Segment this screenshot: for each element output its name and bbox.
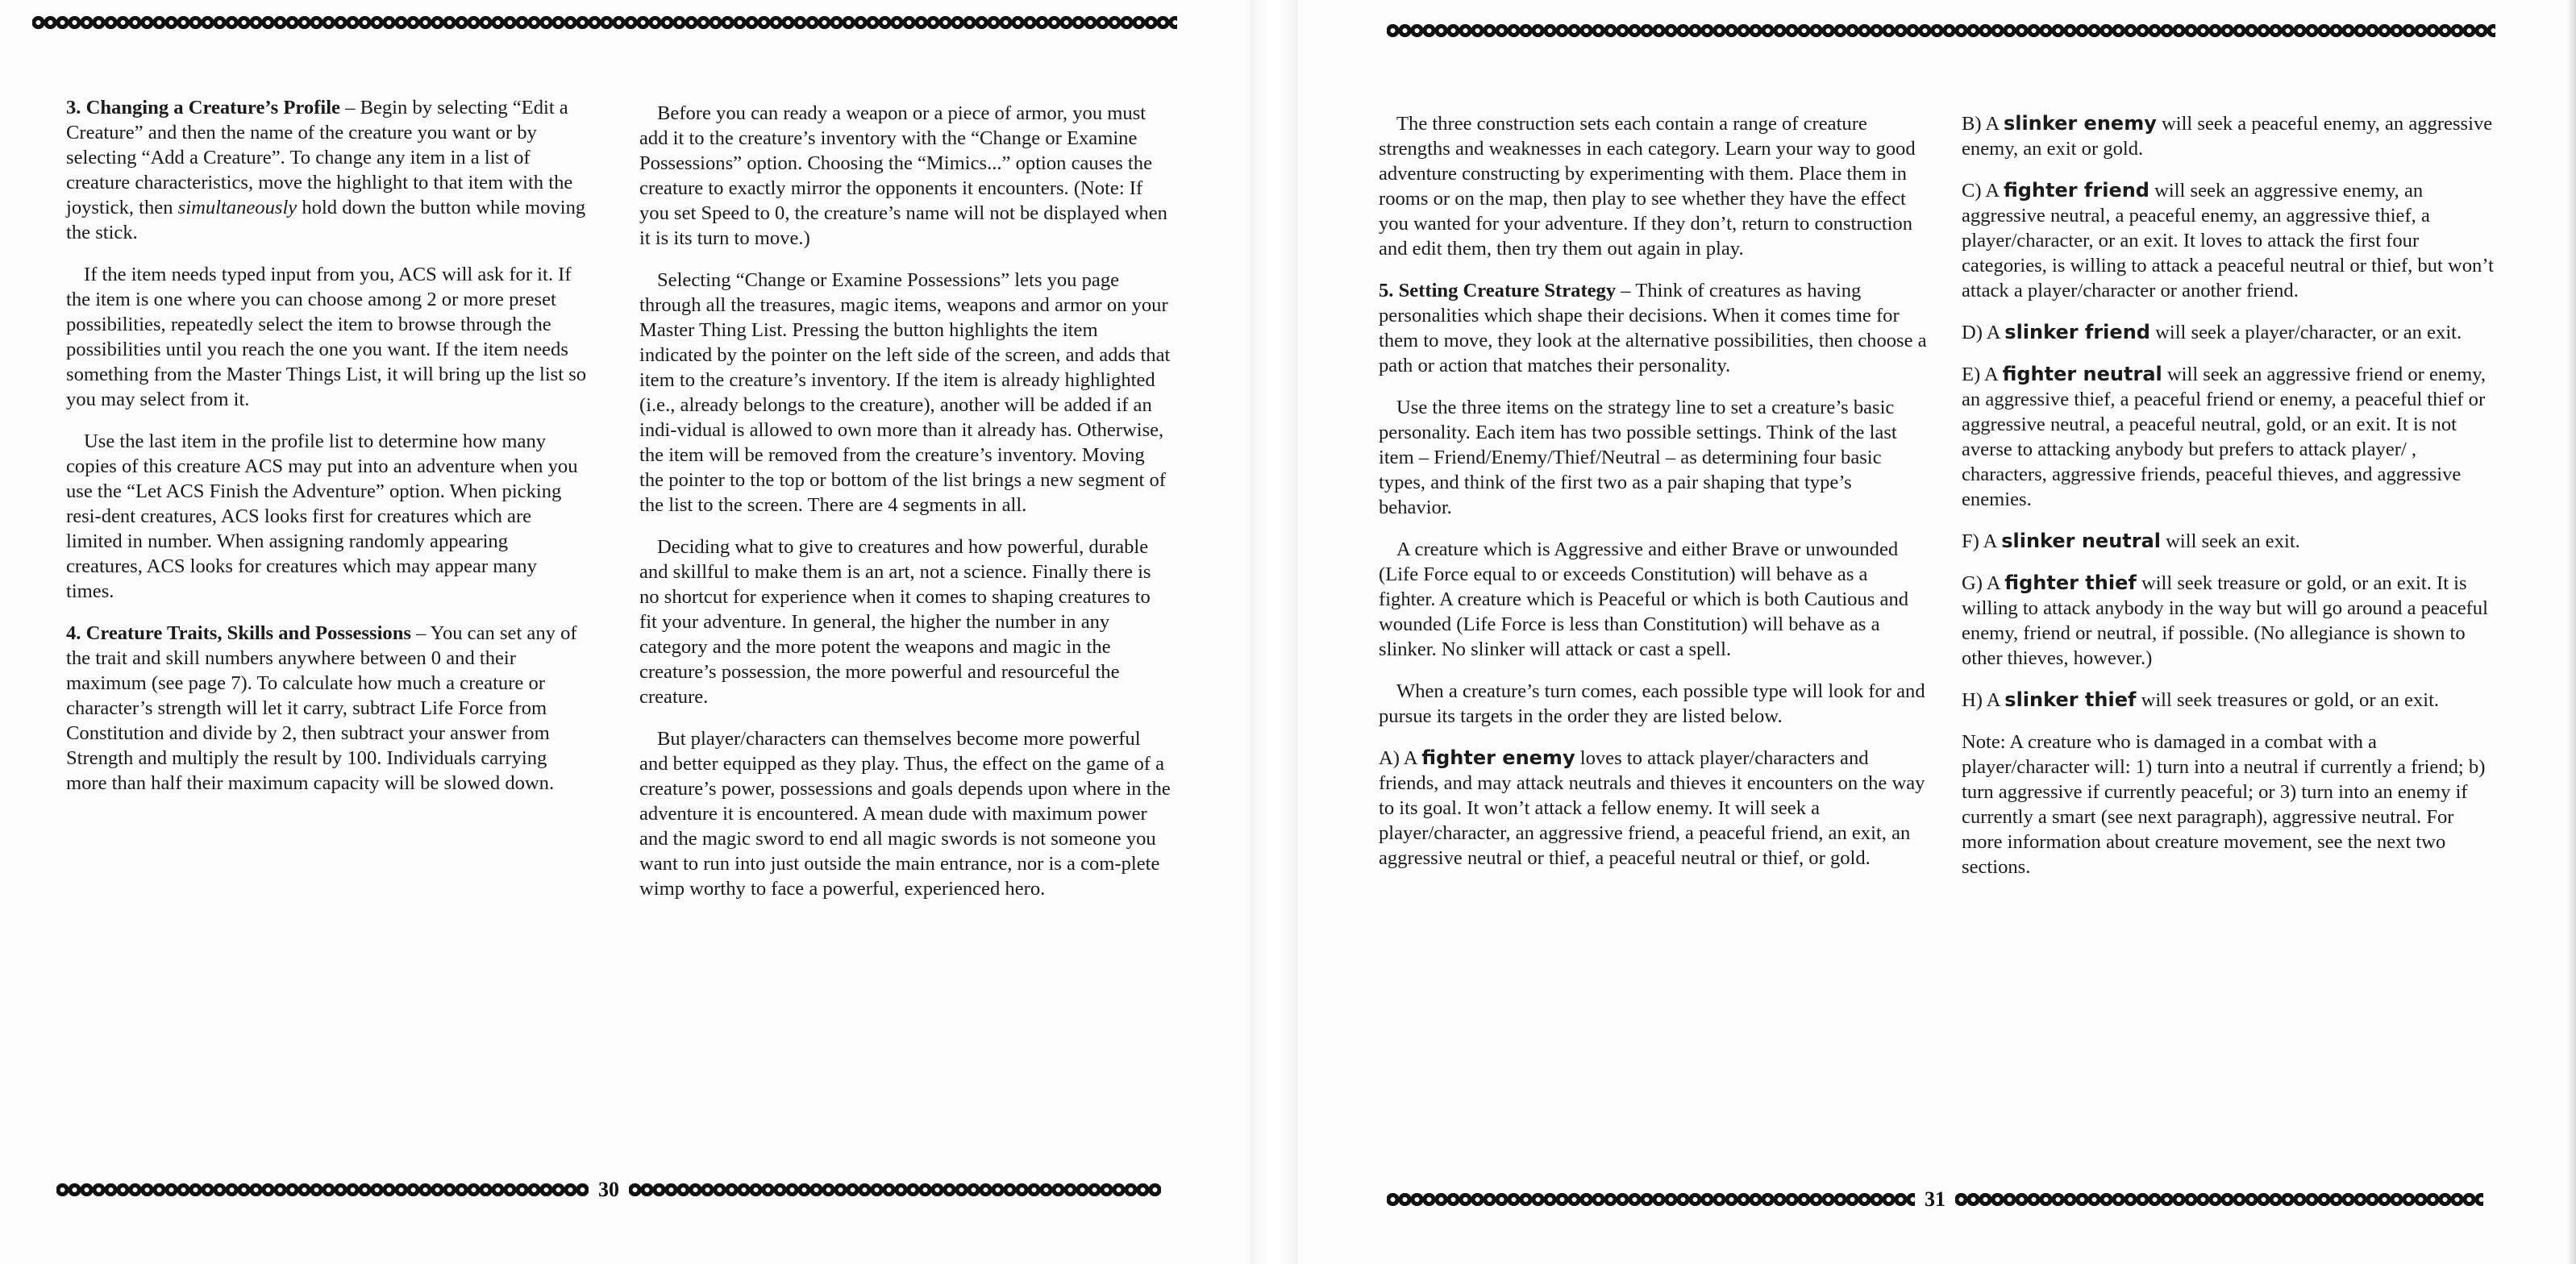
right-page-column-1 — [1379, 111, 1927, 888]
section-3-paragraph: 3. Changing a Creature’s Profile – Begin by selecting “Edit a Creature” and then the name of the creature you want or by selecting “Add a Creature”. To change any item in a list of creature characteristics, move the highlight to that item with the joystick, then simultaneously hold down the button while moving the stick. — [66, 97, 586, 243]
strategy-item-e: E) A fighter neutral will seek an aggressive friend or enemy, an aggressive thief, a peaceful friend or enemy, a peaceful thief or aggressive neutral, a peaceful neutral, gold, or an exit. It is not averse to attacking anybody but prefers to attack player/ , characters, aggressive friends, peaceful thieves, and aggressive enemies. — [1962, 363, 2487, 510]
right-page-column-2 — [1962, 111, 2498, 896]
typed-input-paragraph: If the item needs typed input from you, ACS will ask for it. If the item is one where you can choose among 2 or more preset possibilities, repeatedly select the item to browse through the possibilities until you reach the one you want. If the item needs something from the Master Things List, it will bring up the list so you may select from it. — [66, 264, 587, 410]
term-fighter-enemy: fighter enemy — [1421, 746, 1575, 769]
strategy-item-f: F) A slinker neutral will seek an exit. — [1962, 530, 2300, 552]
three-items-paragraph: Use the three items on the strategy line to set a creature’s basic personality. Each item has two possible settings. Think of the last item – Friend/Enemy/Thief/Neutral – as determining four basic types, and think of the first two as a pair shaping that type’s behavior. — [1379, 397, 1897, 518]
strategy-item-d: D) A slinker friend will seek a player/character, or an exit. — [1962, 321, 2462, 343]
term-fighter-friend: fighter friend — [2003, 179, 2149, 202]
ready-weapon-paragraph: Before you can ready a weapon or a piece of armor, you must add it to the creature’s inventory with the “Change or Examine Possessions” option. Choosing the “Mimics...” option causes the creature to exactly mirror the opponents it encounters. (Note: If you set Speed to 0, the creature’s name will not be displayed when it is its turn to move.) — [639, 102, 1167, 249]
term-slinker-enemy: slinker enemy — [2003, 112, 2157, 135]
binding-gutter — [1250, 0, 1298, 1264]
page-number: 31 — [1925, 1187, 1946, 1211]
section-5-heading: 5. Setting Creature Strategy — [1379, 280, 1617, 301]
bottom-ornamental-border-left — [1387, 1193, 1915, 1206]
section-3-heading: 3. Changing a Creature’s Profile — [66, 97, 340, 118]
term-fighter-thief: fighter thief — [2004, 572, 2137, 594]
bottom-ornamental-border-left — [56, 1183, 589, 1196]
section-4-heading: 4. Creature Traits, Skills and Possessions — [66, 622, 411, 644]
turn-comes-paragraph: When a creature’s turn comes, each possible type will look for and pursue its targets in the order they are listed below. — [1379, 680, 1925, 727]
left-page — [0, 0, 1250, 1264]
strategy-item-g: G) A fighter thief will seek treasure or gold, or an exit. It is willing to attack anybody in the way but will go around a peaceful enemy, friend or neutral, if possible. (No allegiance is shown to other thieves, however.) — [1962, 572, 2488, 669]
player-characters-paragraph: But player/characters can themselves become more powerful and better equipped as they play. Thus, the effect on the game of a creature’s power, possessions and goals depends upon where in the adventure it is encountered. A mean dude with maximum power and the magic sword to end all magic swords is not someone you want to run into just outside the main entrance, nor is a com-plete wimp worthy to face a powerful, experienced hero. — [639, 728, 1171, 900]
left-page-column-2 — [639, 101, 1171, 918]
section-4-paragraph: 4. Creature Traits, Skills and Possessions – You can set any of the trait and skill numbers anywhere between 0 and their maximum (see page 7). To calculate how much a creature or character’s strength will let it carry, subtract Life Force from Constitution and divide by 2, then subtract your answer from Strength and multiply the result by 100. Individuals carrying more than half their maximum capacity will be slowed down. — [66, 622, 577, 794]
aggressive-paragraph: A creature which is Aggressive and either Brave or unwounded (Life Force equal to or exceeds Constitution) will behave as a fighter. A creature which is Peaceful or which is both Cautious and wounded (Life Force is less than Constitution) will behave as a slinker. No slinker will attack or cast a spell. — [1379, 538, 1909, 660]
strategy-item-b: B) A slinker enemy will seek a peaceful enemy, an aggressive enemy, an exit or gold. — [1962, 112, 2493, 160]
term-slinker-neutral: slinker neutral — [2001, 530, 2162, 552]
strategy-item-c: C) A fighter friend will seek an aggressive enemy, an aggressive neutral, a peaceful enemy, an aggressive thief, a player/character, or an exit. It loves to attack the first four categories, is willing to attack a peaceful neutral or thief, but won’t attack a player/character or another friend. — [1962, 179, 2494, 301]
right-page — [1298, 0, 2576, 1264]
bottom-ornamental-border-right — [629, 1183, 1161, 1196]
section-5-paragraph: 5. Setting Creature Strategy – Think of creatures as having personalities which shape their decisions. When it comes time for them to move, they look at the alternative possibilities, then choose a path or action that matches their personality. — [1379, 280, 1927, 376]
strategy-item-h: H) A slinker thief will seek treasures or gold, or an exit. — [1962, 688, 2440, 711]
possessions-paragraph: Selecting “Change or Examine Possessions” lets you page through all the treasures, magic items, weapons and armor on your Master Thing List. Pressing the button highlights the item indicated by the pointer on the left side of the screen, and adds that item to the creature’s inventory. If the item is already highlighted (i.e., already belongs to the creature), another will be added if an indi-vidual is allowed to own more than it already has. Otherwise, the item will be removed from the creature’s inventory. Moving the pointer to the top or bottom of the list brings a new segment of the list to the screen. There are 4 segments in all. — [639, 269, 1171, 516]
top-ornamental-border — [1387, 24, 2495, 37]
bottom-ornamental-border-right — [1955, 1193, 2483, 1206]
note-paragraph: Note: A creature who is damaged in a combat with a player/character will: 1) turn into a neutral if currently a friend; b) turn aggressive if currently peaceful; or 3) turn into an enemy if currently a smart (see next paragraph), aggressive neutral. For more information about creature movement, see the next two sections. — [1962, 731, 2486, 878]
last-item-paragraph: Use the last item in the profile list to determine how many copies of this creature ACS may put into an adventure when you use the “Let ACS Finish the Adventure” option. When picking resi-dent creatures, ACS looks first for creatures which are limited in number. When assigning randomly appearing creatures, ACS looks for creatures which may appear many times. — [66, 430, 578, 602]
top-ornamental-border — [32, 16, 1177, 29]
page-number: 30 — [598, 1178, 619, 1201]
strategy-item-a: A) A fighter enemy loves to attack player/characters and friends, and may attack neutrals and thieves it encounters on the way to its goal. It won’t attack a fellow enemy. It will seek a player/character, an aggressive friend, a peaceful friend, an exit, an aggressive neutral or thief, a peaceful neutral or thief, or gold. — [1379, 746, 1925, 869]
deciding-paragraph: Deciding what to give to creatures and how powerful, durable and skillful to make them is an art, not a science. Finally there is no shortcut for experience when it comes to shaping creatures to fit your adventure. In general, the higher the number in any category and the more potent the weapons and magic in the creature’s possession, the more powerful and resourceful the creature. — [639, 536, 1151, 708]
term-fighter-neutral: fighter neutral — [2002, 363, 2162, 385]
page-edge-shadow — [2566, 0, 2576, 1264]
emphasis-text: simultaneously — [177, 197, 298, 218]
left-page-column-1 — [66, 95, 589, 813]
bottom-folio — [1387, 1187, 2499, 1211]
term-slinker-friend: slinker friend — [2004, 321, 2150, 343]
term-slinker-thief: slinker thief — [2004, 688, 2137, 711]
construction-sets-paragraph: The three construction sets each contain a range of creature strengths and weaknesses in each category. Learn your way to good adventure constructing by experimenting with them. Place them in rooms or on the map, then play to see whether they have the effect you wanted for your adventure. If they don’t, return to construction and edit them, then try them out again in play. — [1379, 113, 1916, 260]
bottom-folio — [56, 1178, 1177, 1201]
